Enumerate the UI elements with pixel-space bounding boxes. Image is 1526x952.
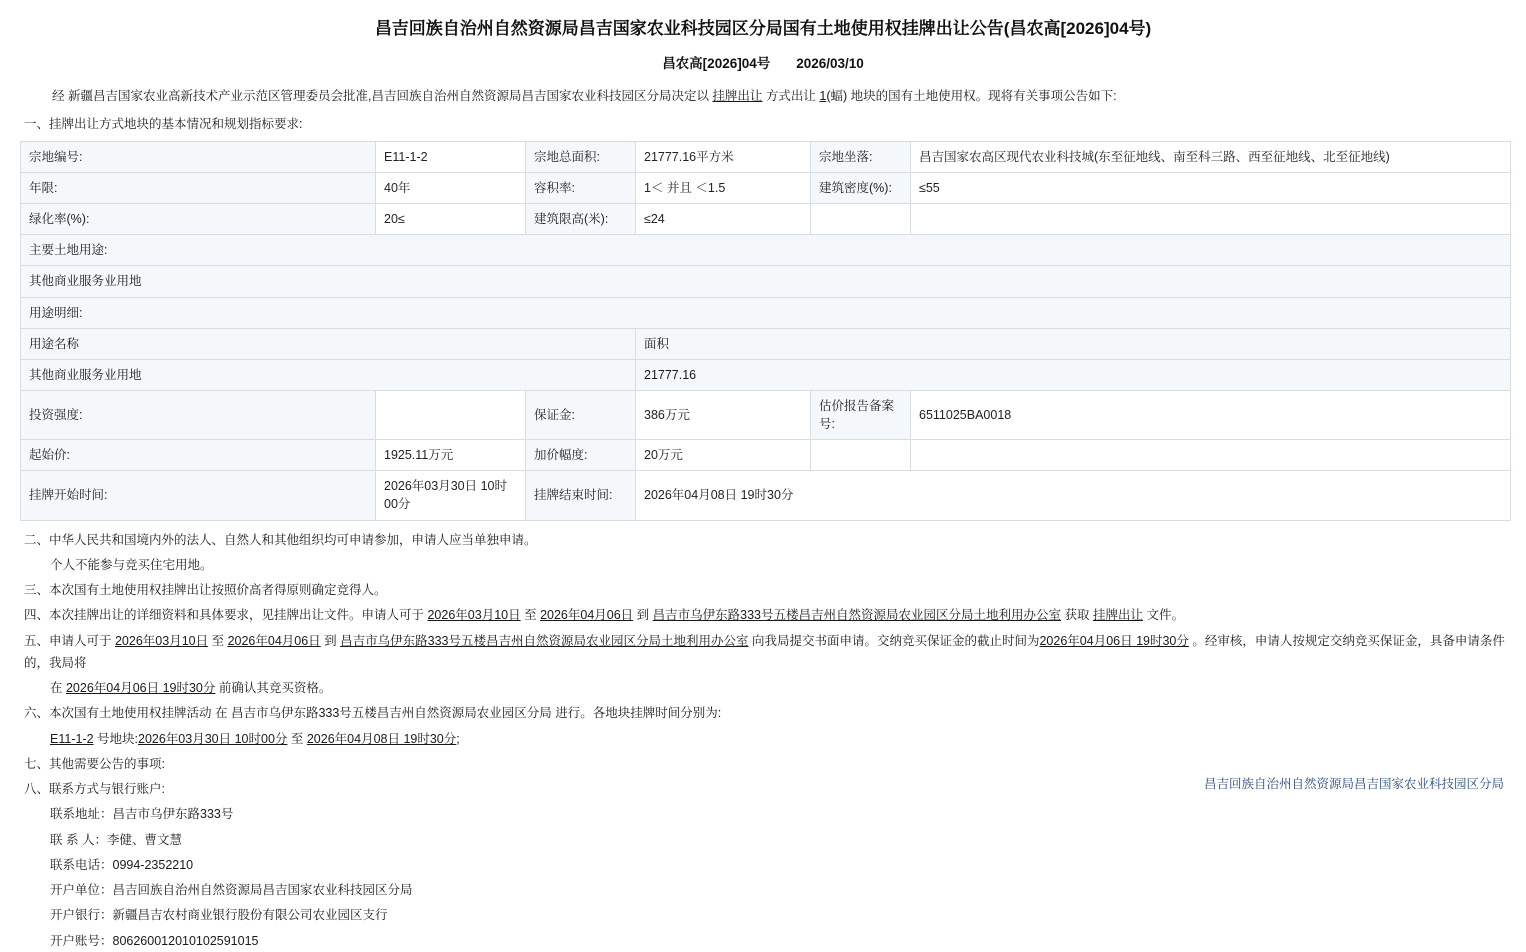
parcel-no-label: 宗地编号:: [21, 141, 376, 172]
parcel-info-table: [20, 141, 1511, 521]
section-five-cont: [24, 677, 1512, 699]
empty-cell-4: [911, 440, 1511, 471]
table-row: [21, 471, 1511, 520]
five-mid1: 至: [208, 633, 228, 648]
parcel-no-value: E11-1-2: [376, 141, 526, 172]
table-row: [21, 266, 1511, 297]
five-date-start: 2026年03月10日: [114, 633, 209, 648]
main-use-label: 主要土地用途:: [21, 235, 1511, 266]
far-value: 1＜ 并且 ＜1.5: [636, 173, 811, 204]
footer-issuer: 昌吉回族自治州自然资源局昌吉国家农业科技园区分局: [1203, 777, 1504, 791]
empty-cell-1: [811, 204, 911, 235]
six-item-mid: 号地块:: [93, 731, 138, 746]
section-eight: 八、联系方式与银行账户:: [24, 782, 165, 796]
six-end: 进行。各地块挂牌时间分别为:: [551, 706, 722, 721]
five-mid5: 在: [50, 681, 66, 695]
contact-phone: 联系电话：0994-2352210: [50, 857, 194, 872]
far-label: 容积率:: [526, 173, 636, 204]
table-row: [21, 141, 1511, 172]
invest-label: 投资强度:: [21, 390, 376, 439]
use-detail-label: 用途明细:: [21, 297, 1511, 328]
section-one-title: 一、挂牌出让方式地块的基本情况和规划指标要求:: [24, 116, 303, 131]
intro-paragraph: [14, 86, 1512, 107]
main-use-value: 其他商业服务业用地: [21, 266, 1511, 297]
appraisal-label: 估价报告备案号:: [811, 390, 911, 439]
listing-end-label: 挂牌结束时间:: [526, 471, 636, 520]
location-value: 昌吉国家农高区现代农业科技城(东至征地线、南至科三路、西至征地线、北至征地线): [911, 141, 1511, 172]
section-five-pre: 五、申请人可于: [24, 633, 115, 648]
six-item-mid2: 至: [287, 731, 307, 746]
green-label: 绿化率(%):: [21, 204, 376, 235]
four-mid3: 获取: [1061, 608, 1093, 623]
five-address: 昌吉市乌伊东路333号五楼昌吉州自然资源局农业园区分局土地利用办公室: [340, 633, 749, 648]
listing-end-value: 2026年04月08日 19时30分: [636, 471, 1511, 520]
five-mid3: 向我局提交书面申请。交纳竞买保证金的截止时间为: [748, 633, 1040, 648]
appraisal-value: 6511025BA0018: [911, 390, 1511, 439]
doc-date: 2026/03/10: [796, 56, 864, 71]
page-title: 昌吉回族自治州自然资源局昌吉国家农业科技园区分局国有土地使用权挂牌出让公告(昌农高[2026]04号): [374, 19, 1152, 38]
empty-cell-2: [911, 204, 1511, 235]
section-three: 三、本次国有土地使用权挂牌出让按照价高者得原则确定竞得人。: [24, 583, 387, 597]
table-row: [21, 359, 1511, 390]
section-six: [24, 702, 1512, 724]
announcement-body: [14, 529, 1512, 952]
contact-person: 联 系 人：李健、曹文慧: [50, 832, 182, 847]
density-label: 建筑密度(%):: [811, 173, 911, 204]
account-number: 开户账号：806260012010102591015: [50, 933, 259, 948]
term-label: 年限:: [21, 173, 376, 204]
intro-part1: 经 新疆昌吉国家农业高新技术产业示范区管理委员会批准,昌吉回族自治州自然资源局昌吉国家农业科技园区分局决定以: [52, 89, 713, 103]
four-address: 昌吉市乌伊东路333号五楼昌吉州自然资源局农业园区分局土地利用办公室: [652, 608, 1061, 623]
use-area-value: 21777.16: [636, 359, 1511, 390]
green-value: 20≤: [376, 204, 526, 235]
table-row: [21, 235, 1511, 266]
listing-start-value: 2026年03月30日 10时00分: [376, 471, 526, 520]
table-row: [21, 390, 1511, 439]
four-date-start: 2026年03月10日: [427, 608, 521, 623]
increment-label: 加价幅度:: [526, 440, 636, 471]
listing-start-label: 挂牌开始时间:: [21, 471, 376, 520]
table-row: [21, 440, 1511, 471]
section-five: [24, 630, 1512, 675]
location-label: 宗地坐落:: [811, 141, 911, 172]
four-end: 文件。: [1142, 608, 1184, 623]
height-label: 建筑限高(米):: [526, 204, 636, 235]
area-value: 21777.16平方米: [636, 141, 811, 172]
use-area-header: 面积: [636, 328, 1511, 359]
term-value: 40年: [376, 173, 526, 204]
start-price-label: 起始价:: [21, 440, 376, 471]
six-item-terminator: ;: [456, 731, 460, 746]
five-end: 前确认其竞买资格。: [215, 681, 332, 695]
height-value: ≤24: [636, 204, 811, 235]
section-six-pre: 六、本次国有土地使用权挂牌活动 在: [24, 706, 231, 721]
four-mid2: 到: [633, 608, 653, 623]
deposit-value: 386万元: [636, 390, 811, 439]
section-two-b: 个人不能参与竞买住宅用地。: [50, 557, 213, 572]
intro-link-count[interactable]: 1: [819, 89, 827, 103]
five-deposit-deadline: 2026年04月06日 19时30分: [1039, 633, 1189, 648]
five-date-end: 2026年04月06日: [227, 633, 321, 648]
five-mid4: 。经审核，申请人按规定交纳竞买保证金，具备申请条件的，我局将: [24, 633, 1505, 670]
use-name-value: 其他商业服务业用地: [21, 359, 636, 390]
start-price-value: 1925.11万元: [376, 440, 526, 471]
area-label: 宗地总面积:: [526, 141, 636, 172]
table-row: [21, 173, 1511, 204]
intro-part3: (蝠) 地块的国有土地使用权。现将有关事项公告如下:: [826, 89, 1117, 103]
invest-value: [376, 390, 526, 439]
four-date-end: 2026年04月06日: [540, 608, 634, 623]
contact-address: 联系地址：昌吉市乌伊东路333号: [50, 807, 234, 822]
table-row: [21, 328, 1511, 359]
section-six-item: [24, 728, 1512, 750]
doc-number-line: [14, 52, 1512, 72]
doc-number: 昌农高[2026]04号: [662, 56, 771, 71]
six-item-end: 2026年04月08日 19时30分: [306, 731, 457, 746]
empty-cell-3: [811, 440, 911, 471]
density-value: ≤55: [911, 173, 1511, 204]
use-name-header: 用途名称: [21, 328, 636, 359]
five-mid2: 到: [320, 633, 341, 648]
section-four-pre: 四、本次挂牌出让的详细资料和具体要求，见挂牌出让文件。申请人可于: [24, 608, 428, 623]
six-address: 昌吉市乌伊东路333号五楼昌吉州自然资源局农业园区分局: [230, 706, 552, 721]
section-four: [24, 604, 1512, 626]
account-unit: 开户单位：昌吉回族自治州自然资源局昌吉国家农业科技园区分局: [50, 883, 413, 897]
intro-part2: 方式出让: [762, 89, 820, 103]
intro-link-listing[interactable]: 挂牌出让: [712, 89, 763, 103]
increment-value: 20万元: [636, 440, 811, 471]
five-qualify-deadline: 2026年04月06日 19时30分: [65, 681, 216, 695]
section-seven: 七、其他需要公告的事项:: [24, 756, 165, 771]
account-bank: 开户银行：新疆昌吉农村商业银行股份有限公司农业园区支行: [50, 908, 388, 923]
four-doc-link[interactable]: 挂牌出让: [1092, 608, 1143, 623]
table-row: [21, 204, 1511, 235]
section-two-a: 二、中华人民共和国境内外的法人、自然人和其他组织均可申请参加，申请人应当单独申请。: [24, 532, 537, 547]
table-row: [21, 297, 1511, 328]
deposit-label: 保证金:: [526, 390, 636, 439]
four-mid1: 至: [520, 608, 541, 623]
six-parcel-no: E11-1-2: [50, 731, 94, 746]
six-item-start: 2026年03月30日 10时00分: [138, 731, 288, 746]
